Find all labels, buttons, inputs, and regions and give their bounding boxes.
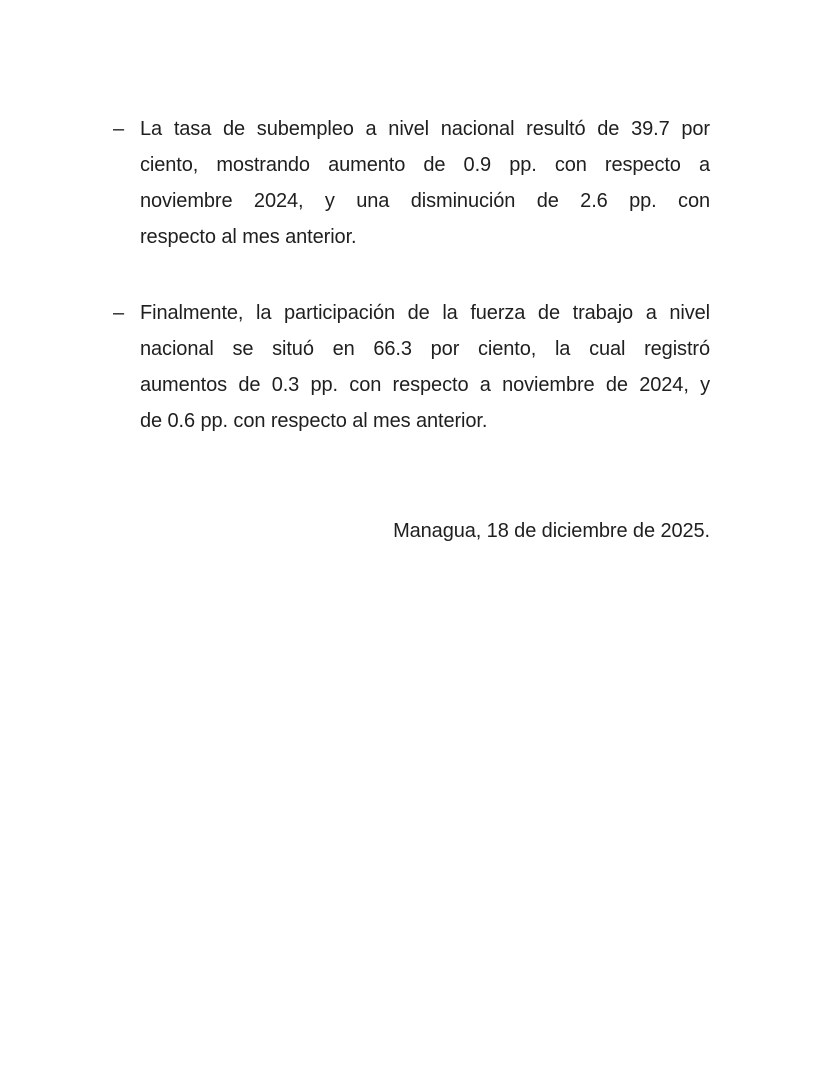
paragraph-line: noviembre 2024, y una disminución de 2.6 pp. con — [140, 190, 710, 212]
dateline: Managua, 18 de diciembre de 2025. — [393, 520, 710, 542]
bullet-paragraph-fuerza-trabajo — [140, 295, 710, 439]
paragraph-line: de 0.6 pp. con respecto al mes anterior. — [140, 410, 488, 432]
bullet-dash-marker: – — [113, 118, 125, 140]
document-content — [113, 111, 710, 549]
paragraph-line: Finalmente, la participación de la fuerza de trabajo a nivel — [140, 302, 710, 324]
paragraph-line: respecto al mes anterior. — [140, 226, 357, 248]
paragraph-line: aumentos de 0.3 pp. con respecto a noviembre de 2024, y — [140, 374, 710, 396]
bullet-item-subempleo — [113, 111, 710, 255]
bullet-paragraph-subempleo — [140, 111, 710, 255]
paragraph-line: ciento, mostrando aumento de 0.9 pp. con respecto a — [140, 154, 710, 176]
paragraph-line: nacional se situó en 66.3 por ciento, la cual registró — [140, 338, 710, 360]
paragraph-line: La tasa de subempleo a nivel nacional resultó de 39.7 por — [140, 118, 710, 140]
bullet-dash-marker: – — [113, 302, 125, 324]
bullet-item-fuerza-trabajo — [113, 295, 710, 439]
